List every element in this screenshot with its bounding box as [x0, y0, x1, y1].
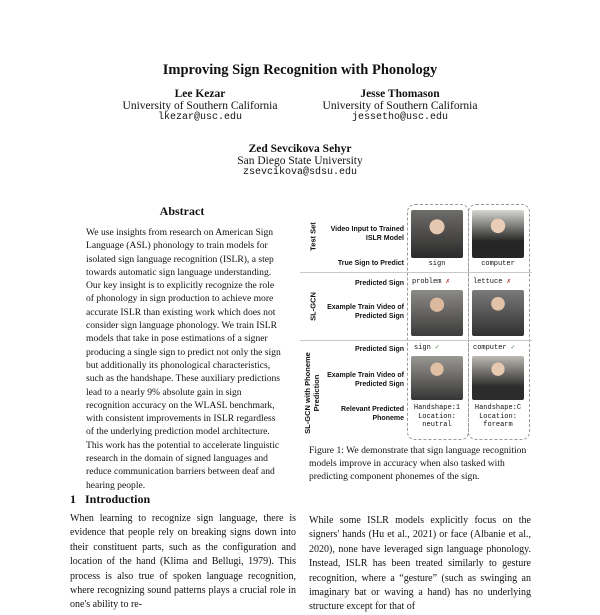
video-frame-thumbnail [472, 290, 524, 336]
author-email: zsevcikova@sdsu.edu [242, 167, 358, 178]
prediction-text: problem [412, 278, 442, 286]
figure-1 [300, 200, 532, 440]
row-label: True Sign to Predict [337, 260, 404, 267]
author-name: Zed Sevcikova Sehyr [248, 143, 352, 155]
section-heading [70, 492, 150, 507]
video-frame-thumbnail [411, 290, 463, 336]
phoneme-label [472, 404, 524, 430]
true-sign-label: computer [481, 260, 515, 268]
baseline-prediction-label [412, 277, 450, 286]
group-divider [300, 340, 532, 341]
right-column-paragraph: While some ISLR models explicitly focus on the signers' hands (Hu et al., 2021) or face (Albanie et al., 2020), none have leveraged sign language phonology. Instead, ISLR has been treated similarly to gesture recognition, where a “gesture” (such as swinging an imaginary bat or waving a hand) has no underlying structure except for that of [309, 515, 531, 613]
author-affiliation: University of Southern California [322, 100, 478, 112]
row-label: Example Train Video of Predicted Sign [327, 304, 404, 320]
author-block-3 [190, 143, 410, 178]
group-label-sl-gcn-phoneme: SL-GCN with Phoneme Prediction [303, 352, 321, 434]
author-block-2 [290, 88, 510, 123]
author-email: jessetho@usc.edu [351, 112, 448, 123]
row-label: Relevant Predicted Phoneme [340, 406, 404, 422]
prediction-text: computer [473, 344, 507, 352]
phoneme-location-value: neutral [422, 421, 452, 429]
phoneme-prediction-label [414, 343, 439, 352]
phoneme-location-key: Location: [418, 412, 456, 421]
baseline-prediction-label [473, 277, 511, 286]
video-frame-thumbnail [472, 356, 524, 400]
intro-paragraph: When learning to recognize sign language, there is evidence that people rely on breaking signs down into their constituent parts, such as the configuration and location of the hand (Klima and Bellugi, 1979). This process is also true of spoken language recognition, where recognizing sound patterns plays a crucial role in one's ability to re- [70, 513, 296, 611]
row-label: Predicted Sign [354, 280, 404, 287]
row-label: Example Train Video of Predicted Sign [327, 372, 404, 388]
paper-title: Improving Sign Recognition with Phonology [162, 62, 438, 78]
prediction-text: sign [414, 344, 431, 352]
video-frame-thumbnail [472, 210, 524, 258]
author-affiliation: University of Southern California [122, 100, 278, 112]
section-number: 1 [70, 492, 76, 506]
phoneme-label [411, 404, 463, 430]
figure-caption: Figure 1: We demonstrate that sign language recognition models improve in accuracy when also tasked with predicting component phonemes of the sign. [309, 445, 527, 482]
author-affiliation: San Diego State University [237, 155, 363, 167]
video-frame-thumbnail [411, 210, 463, 258]
author-name: Lee Kezar [174, 88, 226, 100]
true-sign-label: sign [428, 260, 446, 268]
abstract-heading: Abstract [159, 204, 205, 218]
author-email: lkezar@usc.edu [157, 112, 242, 123]
cross-icon: ✗ [445, 278, 450, 286]
section-title: Introduction [85, 492, 151, 506]
author-block-1 [90, 88, 310, 123]
prediction-text: lettuce [473, 278, 503, 286]
group-label-sl-gcn: SL-GCN [308, 292, 318, 321]
group-label-test-set: Test Set [308, 222, 318, 251]
row-label: Video Input to Trained ISLR Model [330, 226, 404, 242]
check-icon: ✓ [435, 344, 440, 352]
group-divider [300, 272, 532, 273]
video-frame-thumbnail [411, 356, 463, 400]
phoneme-prediction-label [473, 343, 515, 352]
phoneme-handshape: Handshape:C [474, 404, 522, 412]
phoneme-location-key: Location: [479, 412, 517, 421]
check-icon: ✓ [510, 344, 516, 352]
abstract-text: We use insights from research on American Sign Language (ASL) phonology to train models for isolated sign language recognition (ISLR), a step towards automatic sign language understanding. Our key insight is to explicitly recognize the role of phonology in sign production to achieve more accurate ISLR than existing work which does not consider sign language phonology. We train ISLR models that take in pose estimations of a signer producing a single sign to predict not only the sign but additionally its phonological characteristics, such as the handshape. These auxiliary predictions lead to a nearly 9% absolute gain in sign recognition accuracy on the WLASL benchmark, with consistent improvements in ISLR regardless of the underlying prediction model architecture. This work has the potential to accelerate linguistic research in the domain of signed languages and reduce communication barriers between deaf and hearing people. [86, 227, 281, 491]
row-label: Predicted Sign [354, 346, 404, 353]
phoneme-handshape: Handshape:1 [413, 404, 461, 412]
phoneme-location-value: forearm [483, 421, 513, 429]
author-name: Jesse Thomason [360, 88, 440, 100]
cross-icon: ✗ [506, 278, 511, 286]
